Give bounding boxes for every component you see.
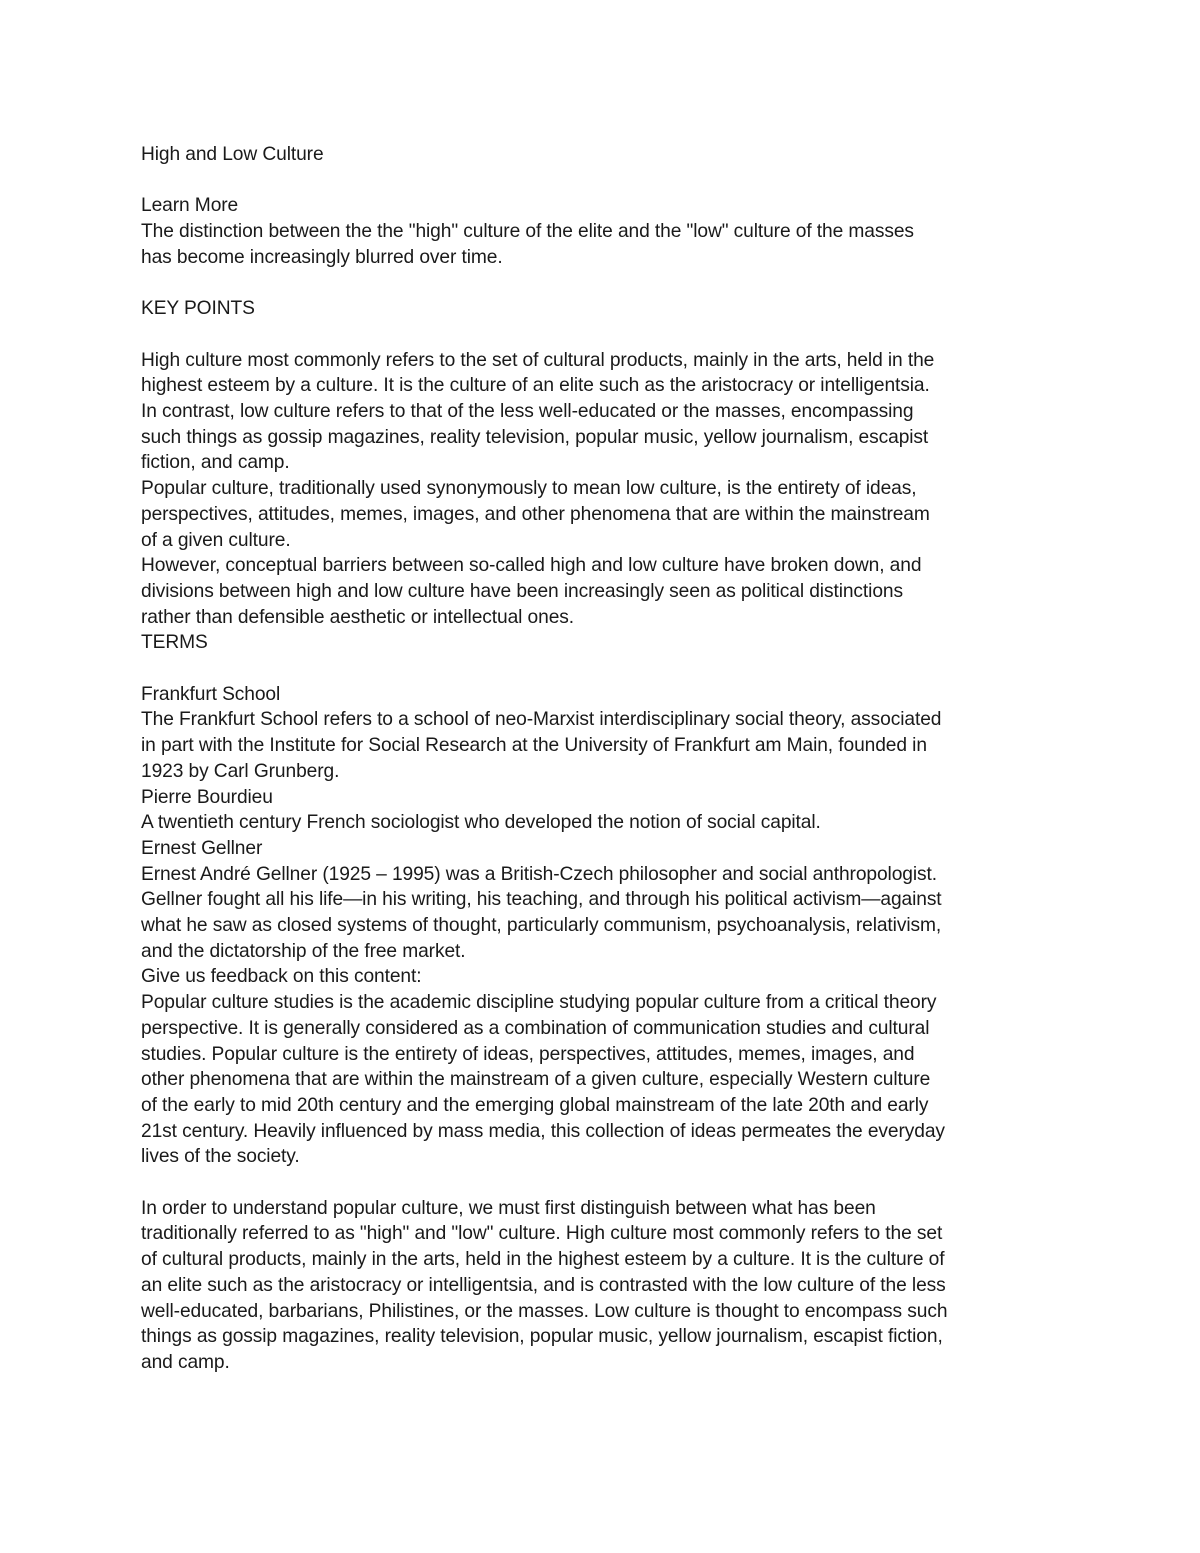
text-line: 21st century. Heavily influenced by mass media, this collection of ideas permeates the everyday (141, 1120, 945, 1142)
text-line: In order to understand popular culture, we must first distinguish between what has been (141, 1197, 876, 1219)
text-line: highest esteem by a culture. It is the culture of an elite such as the aristocracy or intelligentsia. (141, 375, 930, 397)
text-line: and camp. (141, 1351, 230, 1373)
feedback-prompt: Give us feedback on this content: (141, 966, 422, 988)
text-line: such things as gossip magazines, reality television, popular music, yellow journalism, escapist (141, 426, 929, 448)
text-line: lives of the society. (141, 1146, 300, 1168)
spacer (141, 1170, 1081, 1196)
text-line: Gellner fought all his life—in his writing, his teaching, and through his political activism—against (141, 889, 942, 911)
text-line: In contrast, low culture refers to that of the less well-educated or the masses, encompassing (141, 400, 914, 422)
spacer (141, 322, 1081, 348)
text-line: other phenomena that are within the mainstream of a given culture, especially Western culture (141, 1069, 931, 1091)
intro-paragraph (141, 219, 1081, 270)
spacer (141, 271, 1081, 297)
text-line: perspective. It is generally considered as a combination of communication studies and cultural (141, 1017, 930, 1039)
text-line: High culture most commonly refers to the set of cultural products, mainly in the arts, held in the (141, 349, 935, 371)
learn-more-label: Learn More (141, 195, 239, 217)
term-name: Frankfurt School (141, 683, 281, 705)
text-line: of a given culture. (141, 529, 291, 551)
text-line: divisions between high and low culture have been increasingly seen as political distinctions (141, 580, 903, 602)
text-line: things as gossip magazines, reality television, popular music, yellow journalism, escapist fiction, (141, 1326, 943, 1348)
key-points-heading: KEY POINTS (141, 298, 255, 320)
text-line: The Frankfurt School refers to a school of neo-Marxist interdisciplinary social theory, associated (141, 709, 942, 731)
text-line: of the early to mid 20th century and the emerging global mainstream of the late 20th and early (141, 1094, 929, 1116)
text-line: traditionally referred to as "high" and "low" culture. High culture most commonly refers to the set (141, 1223, 943, 1245)
term-name: Pierre Bourdieu (141, 786, 273, 808)
spacer (141, 656, 1081, 682)
text-line: Popular culture studies is the academic discipline studying popular culture from a critical theory (141, 992, 937, 1014)
text-line: Ernest André Gellner (1925 – 1995) was a British-Czech philosopher and social anthropologist. (141, 863, 937, 885)
document-page (141, 142, 1081, 1376)
text-line: The distinction between the the "high" culture of the elite and the "low" culture of the masses (141, 221, 914, 243)
spacer (141, 168, 1081, 194)
text-line: studies. Popular culture is the entirety of ideas, perspectives, attitudes, memes, images, and (141, 1043, 915, 1065)
text-line: Popular culture, traditionally used synonymously to mean low culture, is the entirety of ideas, (141, 478, 917, 500)
text-line: A twentieth century French sociologist who developed the notion of social capital. (141, 812, 821, 834)
terms-heading: TERMS (141, 632, 208, 654)
text-line: has become increasingly blurred over time. (141, 246, 503, 268)
closing-paragraph (141, 1196, 1081, 1376)
text-line: what he saw as closed systems of thought, particularly communism, psychoanalysis, relativism, (141, 915, 942, 937)
text-line: perspectives, attitudes, memes, images, and other phenomena that are within the mainstream (141, 503, 930, 525)
text-line: an elite such as the aristocracy or intelligentsia, and is contrasted with the low culture of the less (141, 1274, 946, 1296)
text-line: However, conceptual barriers between so-called high and low culture have broken down, and (141, 555, 922, 577)
text-line: 1923 by Carl Grunberg. (141, 760, 340, 782)
text-line: well-educated, barbarians, Philistines, or the masses. Low culture is thought to encompass such (141, 1300, 948, 1322)
text-line: of cultural products, mainly in the arts, held in the highest esteem by a culture. It is the culture of (141, 1249, 945, 1271)
key-points-section (141, 348, 1081, 631)
text-line: rather than defensible aesthetic or intellectual ones. (141, 606, 574, 628)
terms-section (141, 682, 1081, 1170)
text-line: and the dictatorship of the free market. (141, 940, 466, 962)
document-title: High and Low Culture (141, 144, 324, 165)
text-line: fiction, and camp. (141, 452, 290, 474)
text-line: in part with the Institute for Social Research at the University of Frankfurt am Main, founded in (141, 735, 927, 757)
term-name: Ernest Gellner (141, 837, 263, 859)
